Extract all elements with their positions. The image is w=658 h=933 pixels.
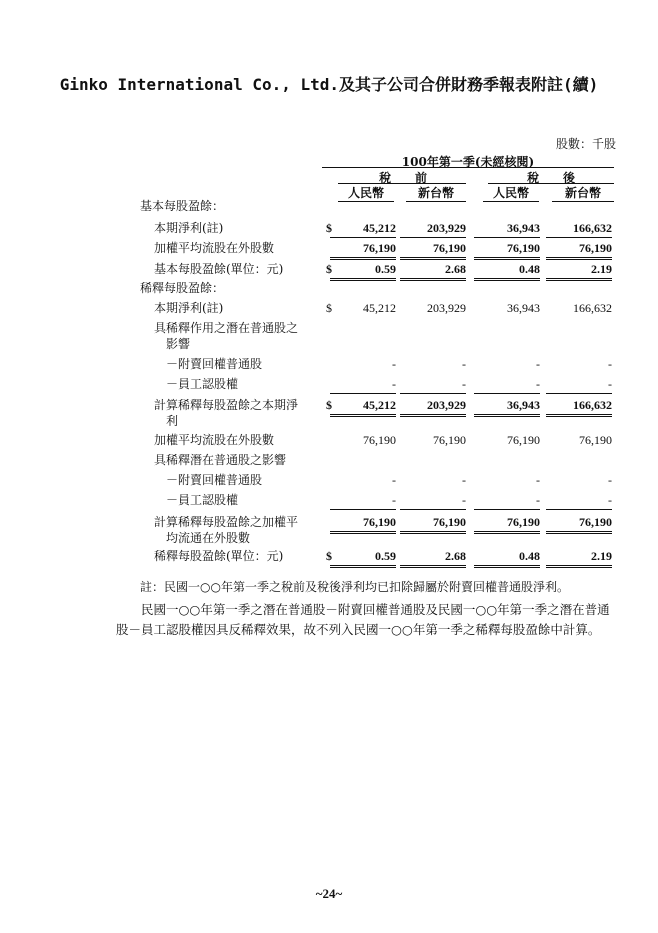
pre-tax-header: 稅 前 [378,171,427,185]
cell-value: 166,632 [546,397,612,417]
cell-value: 2.68 [400,548,466,568]
cell-value: 0.59 [330,548,396,568]
currency-sign: $ [326,398,332,412]
cell-value: 76,190 [579,433,612,447]
cell-value: - [536,357,540,371]
section-basic-eps: 基本每股盈餘： [140,199,225,213]
cell-value: 166,632 [573,301,612,315]
cell-value: - [400,492,466,510]
cell-value: 76,190 [546,240,612,260]
row-label: －附賣回權普通股 [166,473,263,487]
cell-value: - [392,473,396,487]
cell-value: 36,943 [474,397,540,417]
cell-value: 76,190 [546,514,612,534]
cell-value: 2.19 [546,261,612,281]
row-label-cont: 均流通在外股數 [166,531,251,545]
currency-sign: $ [326,262,332,276]
row-label: 加權平均流股在外股數 [154,241,275,255]
cell-value: 203,929 [427,301,466,315]
row-label: 稀釋每股盈餘(單位：元) [154,549,284,563]
footnote: 註：民國一○○年第一季之稅前及稅後淨利均已扣除歸屬於附賣回權普通股淨利。 [140,580,569,594]
row-label: －員工認股權 [166,493,239,507]
explanatory-paragraph: 民國一○○年第一季之潛在普通股－附賣回權普通股及民國一○○年第一季之潛在普通股－員工認股權因具反稀釋效果，故不列入民國一○○年第一季之稀釋每股盈餘中計算。 [116,602,610,637]
header-rule [322,167,614,168]
col-header-rmb-post: 人民幣 [483,184,539,202]
cell-value: - [546,376,612,394]
row-label: 具稀釋潛在普通股之影響 [154,453,287,467]
cell-value: - [462,473,466,487]
section-diluted-eps: 稀釋每股盈餘： [140,281,225,295]
cell-value: 36,943 [507,301,540,315]
currency-sign: $ [326,549,332,563]
row-label: 加權平均流股在外股數 [154,433,275,447]
cell-value: 76,190 [474,514,540,534]
row-label: 本期淨利(註) [154,301,224,315]
cell-value: 0.59 [330,261,396,281]
row-label: －附賣回權普通股 [166,357,263,371]
cell-value: 0.48 [474,548,540,568]
cell-value: - [474,376,540,394]
cell-value: 2.68 [400,261,466,281]
cell-value: 45,212 [330,220,396,238]
cell-value: 203,929 [400,220,466,238]
cell-value: 2.19 [546,548,612,568]
cell-value: - [608,357,612,371]
cell-value: 76,190 [433,433,466,447]
cell-value: - [392,357,396,371]
post-tax-header: 稅 後 [526,171,575,185]
cell-value: 76,190 [507,433,540,447]
col-header-twd-pre: 新台幣 [406,184,466,202]
page-title: Ginko International Co., Ltd.及其子公司合併財務季報表附註(續) [59,75,599,94]
row-label: 計算稀釋每股盈餘之本期淨 [154,398,299,412]
row-label: 計算稀釋每股盈餘之加權平 [154,515,299,529]
cell-value: 45,212 [363,301,396,315]
cell-value: 76,190 [330,514,396,534]
cell-value: - [462,357,466,371]
page-number: ~24~ [315,886,343,901]
cell-value: 45,212 [330,397,396,417]
currency-sign: $ [326,221,332,235]
unit-note: 股數：千股 [555,137,616,151]
row-label: －員工認股權 [166,377,239,391]
cell-value: - [536,473,540,487]
period-header: 100年第一季(未經核閱) [401,155,535,169]
col-header-rmb-pre: 人民幣 [338,184,394,202]
cell-value: 76,190 [474,240,540,260]
cell-value: 0.48 [474,261,540,281]
cell-value: - [474,492,540,510]
cell-value: - [330,376,396,394]
row-label: 具稀釋作用之潛在普通股之 [154,321,299,335]
row-label-cont: 利 [166,414,179,428]
cell-value: - [546,492,612,510]
cell-value: 203,929 [400,397,466,417]
cell-value: 76,190 [400,240,466,260]
cell-value: - [608,473,612,487]
col-header-twd-post: 新台幣 [552,184,614,202]
cell-value: 76,190 [400,514,466,534]
cell-value: 76,190 [330,240,396,260]
row-label: 本期淨利(註) [154,221,224,235]
row-label: 基本每股盈餘(單位：元) [154,262,284,276]
currency-sign: $ [326,301,332,315]
cell-value: - [330,492,396,510]
row-label-cont: 影響 [166,337,191,351]
cell-value: 166,632 [546,220,612,238]
cell-value: 76,190 [363,433,396,447]
cell-value: - [400,376,466,394]
cell-value: 36,943 [474,220,540,238]
